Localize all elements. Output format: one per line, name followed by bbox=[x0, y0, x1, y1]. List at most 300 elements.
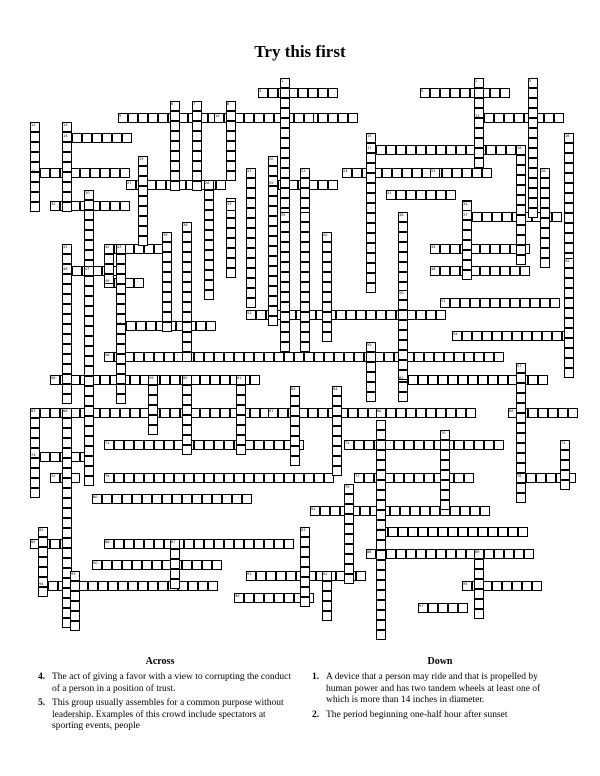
grid-cell[interactable] bbox=[246, 278, 256, 288]
grid-cell[interactable] bbox=[138, 236, 148, 246]
grid-cell[interactable] bbox=[414, 473, 424, 483]
grid-cell[interactable] bbox=[30, 488, 40, 498]
grid-cell[interactable] bbox=[430, 506, 440, 516]
grid-cell[interactable] bbox=[364, 473, 374, 483]
grid-cell[interactable] bbox=[264, 473, 274, 483]
grid-cell[interactable] bbox=[62, 162, 72, 172]
grid-cell[interactable] bbox=[366, 352, 376, 362]
grid-cell[interactable] bbox=[500, 266, 510, 276]
grid-cell[interactable] bbox=[170, 131, 180, 141]
grid-cell[interactable] bbox=[528, 148, 538, 158]
grid-cell[interactable] bbox=[182, 312, 192, 322]
grid-cell[interactable] bbox=[200, 408, 210, 418]
grid-cell[interactable] bbox=[254, 440, 264, 450]
grid-cell[interactable] bbox=[112, 560, 122, 570]
grid-cell[interactable] bbox=[528, 128, 538, 138]
grid-cell[interactable] bbox=[290, 406, 300, 416]
grid-cell[interactable] bbox=[30, 142, 40, 152]
grid-cell[interactable] bbox=[70, 591, 80, 601]
grid-cell[interactable] bbox=[518, 527, 528, 537]
grid-cell[interactable] bbox=[510, 298, 520, 308]
grid-cell[interactable] bbox=[84, 376, 94, 386]
grid-cell[interactable] bbox=[30, 438, 40, 448]
grid-cell[interactable] bbox=[30, 132, 40, 142]
grid-cell[interactable] bbox=[346, 310, 356, 320]
grid-cell[interactable] bbox=[280, 302, 290, 312]
grid-cell[interactable] bbox=[62, 192, 72, 202]
grid-cell[interactable] bbox=[84, 250, 94, 260]
grid-cell[interactable] bbox=[70, 611, 80, 621]
grid-cell[interactable] bbox=[300, 312, 310, 322]
grid-cell[interactable] bbox=[236, 445, 246, 455]
grid-cell[interactable] bbox=[498, 375, 508, 385]
grid-cell[interactable] bbox=[440, 490, 450, 500]
grid-cell[interactable] bbox=[290, 446, 300, 456]
grid-cell[interactable] bbox=[386, 310, 396, 320]
grid-cell[interactable] bbox=[396, 190, 406, 200]
grid-cell[interactable] bbox=[62, 558, 72, 568]
grid-cell[interactable] bbox=[510, 266, 520, 276]
grid-cell[interactable] bbox=[548, 408, 558, 418]
grid-cell[interactable] bbox=[564, 143, 574, 153]
grid-cell[interactable] bbox=[300, 178, 310, 188]
grid-cell[interactable] bbox=[62, 294, 72, 304]
grid-cell[interactable] bbox=[134, 278, 144, 288]
grid-cell[interactable] bbox=[246, 178, 256, 188]
grid-cell[interactable] bbox=[440, 266, 450, 276]
grid-cell[interactable] bbox=[550, 298, 560, 308]
grid-cell[interactable] bbox=[480, 266, 490, 276]
grid-cell[interactable] bbox=[472, 212, 482, 222]
grid-cell[interactable] bbox=[264, 440, 274, 450]
grid-cell[interactable] bbox=[152, 560, 162, 570]
grid-cell[interactable] bbox=[194, 473, 204, 483]
grid-cell[interactable] bbox=[300, 292, 310, 302]
grid-cell[interactable] bbox=[446, 549, 456, 559]
grid-cell[interactable] bbox=[182, 425, 192, 435]
grid-cell[interactable] bbox=[488, 527, 498, 537]
grid-cell[interactable] bbox=[144, 440, 154, 450]
grid-cell[interactable] bbox=[440, 244, 450, 254]
grid-cell[interactable] bbox=[216, 180, 226, 190]
grid-cell[interactable] bbox=[474, 352, 484, 362]
grid-cell[interactable] bbox=[116, 254, 126, 264]
grid-cell[interactable] bbox=[322, 322, 332, 332]
grid-cell[interactable] bbox=[522, 331, 532, 341]
grid-cell[interactable] bbox=[492, 331, 502, 341]
grid-cell[interactable] bbox=[466, 408, 476, 418]
grid-cell[interactable] bbox=[62, 508, 72, 518]
grid-cell[interactable] bbox=[254, 539, 264, 549]
grid-cell[interactable] bbox=[192, 141, 202, 151]
grid-cell[interactable] bbox=[268, 186, 278, 196]
grid-cell[interactable] bbox=[192, 151, 202, 161]
grid-cell[interactable] bbox=[366, 263, 376, 273]
grid-cell[interactable] bbox=[182, 262, 192, 272]
grid-cell[interactable] bbox=[280, 198, 290, 208]
grid-cell[interactable] bbox=[110, 168, 120, 178]
grid-cell[interactable] bbox=[138, 216, 148, 226]
grid-cell[interactable] bbox=[274, 593, 284, 603]
grid-cell[interactable] bbox=[170, 579, 180, 589]
grid-cell[interactable] bbox=[62, 324, 72, 334]
grid-cell[interactable] bbox=[398, 392, 408, 402]
grid-cell[interactable] bbox=[386, 145, 396, 155]
grid-cell[interactable] bbox=[116, 294, 126, 304]
grid-cell[interactable] bbox=[330, 506, 340, 516]
grid-cell[interactable] bbox=[62, 428, 72, 438]
grid-cell[interactable] bbox=[224, 473, 234, 483]
grid-cell[interactable] bbox=[154, 440, 164, 450]
grid-cell[interactable] bbox=[564, 183, 574, 193]
grid-cell[interactable] bbox=[516, 463, 526, 473]
grid-cell[interactable] bbox=[468, 375, 478, 385]
grid-cell[interactable] bbox=[484, 440, 494, 450]
grid-cell[interactable] bbox=[116, 274, 126, 284]
grid-cell[interactable] bbox=[116, 334, 126, 344]
grid-cell[interactable] bbox=[148, 405, 158, 415]
grid-cell[interactable] bbox=[268, 306, 278, 316]
grid-cell[interactable] bbox=[162, 252, 172, 262]
grid-cell[interactable] bbox=[564, 358, 574, 368]
grid-cell[interactable] bbox=[332, 456, 342, 466]
grid-cell[interactable] bbox=[62, 284, 72, 294]
grid-cell[interactable] bbox=[90, 168, 100, 178]
grid-cell[interactable] bbox=[268, 226, 278, 236]
grid-cell[interactable] bbox=[438, 375, 448, 385]
grid-cell[interactable] bbox=[280, 188, 290, 198]
grid-cell[interactable] bbox=[62, 418, 72, 428]
grid-cell[interactable] bbox=[100, 168, 110, 178]
grid-cell[interactable] bbox=[300, 537, 310, 547]
grid-cell[interactable] bbox=[552, 331, 562, 341]
grid-cell[interactable] bbox=[564, 203, 574, 213]
grid-cell[interactable] bbox=[328, 113, 338, 123]
grid-cell[interactable] bbox=[116, 344, 126, 354]
grid-cell[interactable] bbox=[560, 470, 570, 480]
grid-cell[interactable] bbox=[438, 527, 448, 537]
grid-cell[interactable] bbox=[170, 141, 180, 151]
grid-cell[interactable] bbox=[198, 581, 208, 591]
grid-cell[interactable] bbox=[226, 228, 236, 238]
grid-cell[interactable] bbox=[322, 262, 332, 272]
grid-cell[interactable] bbox=[334, 352, 344, 362]
grid-cell[interactable] bbox=[120, 168, 130, 178]
grid-cell[interactable] bbox=[120, 201, 130, 211]
grid-cell[interactable] bbox=[528, 208, 538, 218]
grid-cell[interactable] bbox=[376, 510, 386, 520]
grid-cell[interactable] bbox=[462, 220, 472, 230]
grid-cell[interactable] bbox=[280, 148, 290, 158]
grid-cell[interactable] bbox=[204, 200, 214, 210]
grid-cell[interactable] bbox=[114, 539, 124, 549]
grid-cell[interactable] bbox=[108, 581, 118, 591]
grid-cell[interactable] bbox=[366, 233, 376, 243]
grid-cell[interactable] bbox=[494, 549, 504, 559]
grid-cell[interactable] bbox=[490, 244, 500, 254]
grid-cell[interactable] bbox=[462, 270, 472, 280]
grid-cell[interactable] bbox=[102, 494, 112, 504]
grid-cell[interactable] bbox=[182, 560, 192, 570]
grid-cell[interactable] bbox=[62, 538, 72, 548]
grid-cell[interactable] bbox=[564, 233, 574, 243]
grid-cell[interactable] bbox=[164, 440, 174, 450]
grid-cell[interactable] bbox=[214, 539, 224, 549]
grid-cell[interactable] bbox=[128, 581, 138, 591]
grid-cell[interactable] bbox=[264, 539, 274, 549]
grid-cell[interactable] bbox=[460, 298, 470, 308]
grid-cell[interactable] bbox=[204, 473, 214, 483]
grid-cell[interactable] bbox=[500, 298, 510, 308]
grid-cell[interactable] bbox=[170, 121, 180, 131]
grid-cell[interactable] bbox=[30, 478, 40, 488]
grid-cell[interactable] bbox=[212, 560, 222, 570]
grid-cell[interactable] bbox=[194, 539, 204, 549]
grid-cell[interactable] bbox=[84, 396, 94, 406]
grid-cell[interactable] bbox=[182, 322, 192, 332]
grid-cell[interactable] bbox=[478, 527, 488, 537]
grid-cell[interactable] bbox=[300, 282, 310, 292]
grid-cell[interactable] bbox=[132, 494, 142, 504]
grid-cell[interactable] bbox=[366, 283, 376, 293]
grid-cell[interactable] bbox=[396, 549, 406, 559]
grid-cell[interactable] bbox=[246, 268, 256, 278]
grid-cell[interactable] bbox=[102, 560, 112, 570]
grid-cell[interactable] bbox=[398, 232, 408, 242]
grid-cell[interactable] bbox=[398, 272, 408, 282]
grid-cell[interactable] bbox=[30, 458, 40, 468]
grid-cell[interactable] bbox=[462, 230, 472, 240]
grid-cell[interactable] bbox=[462, 250, 472, 260]
grid-cell[interactable] bbox=[406, 549, 416, 559]
grid-cell[interactable] bbox=[290, 416, 300, 426]
grid-cell[interactable] bbox=[366, 203, 376, 213]
grid-cell[interactable] bbox=[138, 206, 148, 216]
grid-cell[interactable] bbox=[144, 473, 154, 483]
grid-cell[interactable] bbox=[182, 272, 192, 282]
grid-cell[interactable] bbox=[558, 408, 568, 418]
grid-cell[interactable] bbox=[136, 321, 146, 331]
grid-cell[interactable] bbox=[512, 581, 522, 591]
grid-cell[interactable] bbox=[490, 266, 500, 276]
grid-cell[interactable] bbox=[506, 145, 516, 155]
grid-cell[interactable] bbox=[536, 473, 546, 483]
grid-cell[interactable] bbox=[48, 581, 58, 591]
grid-cell[interactable] bbox=[528, 168, 538, 178]
grid-cell[interactable] bbox=[172, 494, 182, 504]
grid-cell[interactable] bbox=[232, 494, 242, 504]
grid-cell[interactable] bbox=[40, 452, 50, 462]
grid-cell[interactable] bbox=[436, 190, 446, 200]
grid-cell[interactable] bbox=[474, 158, 484, 168]
grid-cell[interactable] bbox=[70, 581, 80, 591]
grid-cell[interactable] bbox=[456, 408, 466, 418]
grid-cell[interactable] bbox=[30, 172, 40, 182]
grid-cell[interactable] bbox=[204, 250, 214, 260]
grid-cell[interactable] bbox=[446, 145, 456, 155]
grid-cell[interactable] bbox=[424, 440, 434, 450]
grid-cell[interactable] bbox=[440, 500, 450, 510]
grid-cell[interactable] bbox=[204, 352, 214, 362]
grid-cell[interactable] bbox=[490, 298, 500, 308]
grid-cell[interactable] bbox=[62, 488, 72, 498]
grid-cell[interactable] bbox=[474, 98, 484, 108]
grid-cell[interactable] bbox=[366, 223, 376, 233]
grid-cell[interactable] bbox=[376, 620, 386, 630]
grid-cell[interactable] bbox=[300, 322, 310, 332]
grid-cell[interactable] bbox=[124, 539, 134, 549]
grid-cell[interactable] bbox=[62, 202, 72, 212]
grid-cell[interactable] bbox=[344, 524, 354, 534]
grid-cell[interactable] bbox=[220, 408, 230, 418]
grid-cell[interactable] bbox=[162, 302, 172, 312]
grid-cell[interactable] bbox=[226, 131, 236, 141]
grid-cell[interactable] bbox=[528, 108, 538, 118]
grid-cell[interactable] bbox=[246, 258, 256, 268]
grid-cell[interactable] bbox=[84, 476, 94, 486]
grid-cell[interactable] bbox=[268, 196, 278, 206]
grid-cell[interactable] bbox=[100, 375, 110, 385]
grid-cell[interactable] bbox=[118, 581, 128, 591]
grid-cell[interactable] bbox=[304, 473, 314, 483]
grid-cell[interactable] bbox=[542, 331, 552, 341]
grid-cell[interactable] bbox=[152, 494, 162, 504]
grid-cell[interactable] bbox=[164, 473, 174, 483]
grid-cell[interactable] bbox=[434, 352, 444, 362]
grid-cell[interactable] bbox=[290, 396, 300, 406]
grid-cell[interactable] bbox=[50, 452, 60, 462]
grid-cell[interactable] bbox=[158, 113, 168, 123]
grid-cell[interactable] bbox=[182, 415, 192, 425]
grid-cell[interactable] bbox=[38, 537, 48, 547]
grid-cell[interactable] bbox=[304, 113, 314, 123]
grid-cell[interactable] bbox=[112, 133, 122, 143]
grid-cell[interactable] bbox=[194, 440, 204, 450]
grid-cell[interactable] bbox=[414, 352, 424, 362]
grid-cell[interactable] bbox=[454, 473, 464, 483]
grid-cell[interactable] bbox=[204, 440, 214, 450]
grid-cell[interactable] bbox=[398, 242, 408, 252]
grid-cell[interactable] bbox=[322, 282, 332, 292]
grid-cell[interactable] bbox=[62, 182, 72, 192]
grid-cell[interactable] bbox=[268, 166, 278, 176]
grid-cell[interactable] bbox=[162, 312, 172, 322]
grid-cell[interactable] bbox=[170, 408, 180, 418]
grid-cell[interactable] bbox=[426, 145, 436, 155]
grid-cell[interactable] bbox=[182, 242, 192, 252]
grid-cell[interactable] bbox=[192, 560, 202, 570]
grid-cell[interactable] bbox=[512, 331, 522, 341]
grid-cell[interactable] bbox=[500, 244, 510, 254]
grid-cell[interactable] bbox=[460, 88, 470, 98]
grid-cell[interactable] bbox=[318, 180, 328, 190]
grid-cell[interactable] bbox=[414, 440, 424, 450]
grid-cell[interactable] bbox=[62, 314, 72, 324]
grid-cell[interactable] bbox=[344, 504, 354, 514]
grid-cell[interactable] bbox=[502, 212, 512, 222]
grid-cell[interactable] bbox=[540, 178, 550, 188]
grid-cell[interactable] bbox=[450, 506, 460, 516]
grid-cell[interactable] bbox=[436, 408, 446, 418]
grid-cell[interactable] bbox=[62, 172, 72, 182]
grid-cell[interactable] bbox=[38, 557, 48, 567]
grid-cell[interactable] bbox=[246, 218, 256, 228]
grid-cell[interactable] bbox=[256, 571, 266, 581]
grid-cell[interactable] bbox=[396, 408, 406, 418]
grid-cell[interactable] bbox=[376, 470, 386, 480]
grid-cell[interactable] bbox=[540, 238, 550, 248]
grid-cell[interactable] bbox=[192, 111, 202, 121]
grid-cell[interactable] bbox=[82, 133, 92, 143]
grid-cell[interactable] bbox=[436, 310, 446, 320]
grid-cell[interactable] bbox=[446, 190, 456, 200]
grid-cell[interactable] bbox=[98, 581, 108, 591]
grid-cell[interactable] bbox=[532, 331, 542, 341]
grid-cell[interactable] bbox=[274, 440, 284, 450]
grid-cell[interactable] bbox=[170, 569, 180, 579]
grid-cell[interactable] bbox=[100, 408, 110, 418]
grid-cell[interactable] bbox=[84, 306, 94, 316]
grid-cell[interactable] bbox=[564, 163, 574, 173]
grid-cell[interactable] bbox=[376, 480, 386, 490]
grid-cell[interactable] bbox=[322, 292, 332, 302]
grid-cell[interactable] bbox=[124, 440, 134, 450]
grid-cell[interactable] bbox=[84, 356, 94, 366]
grid-cell[interactable] bbox=[62, 374, 72, 384]
grid-cell[interactable] bbox=[202, 560, 212, 570]
grid-cell[interactable] bbox=[386, 549, 396, 559]
grid-cell[interactable] bbox=[62, 274, 72, 284]
grid-cell[interactable] bbox=[416, 549, 426, 559]
grid-cell[interactable] bbox=[360, 506, 370, 516]
grid-cell[interactable] bbox=[344, 352, 354, 362]
grid-cell[interactable] bbox=[268, 216, 278, 226]
grid-cell[interactable] bbox=[398, 252, 408, 262]
grid-cell[interactable] bbox=[268, 286, 278, 296]
grid-cell[interactable] bbox=[540, 208, 550, 218]
grid-cell[interactable] bbox=[376, 570, 386, 580]
grid-cell[interactable] bbox=[84, 406, 94, 416]
grid-cell[interactable] bbox=[192, 171, 202, 181]
grid-cell[interactable] bbox=[30, 202, 40, 212]
grid-cell[interactable] bbox=[204, 290, 214, 300]
grid-cell[interactable] bbox=[482, 331, 492, 341]
grid-cell[interactable] bbox=[516, 493, 526, 503]
grid-cell[interactable] bbox=[366, 173, 376, 183]
grid-cell[interactable] bbox=[110, 408, 120, 418]
grid-cell[interactable] bbox=[226, 151, 236, 161]
grid-cell[interactable] bbox=[154, 473, 164, 483]
grid-cell[interactable] bbox=[322, 242, 332, 252]
grid-cell[interactable] bbox=[416, 408, 426, 418]
grid-cell[interactable] bbox=[460, 506, 470, 516]
grid-cell[interactable] bbox=[156, 180, 166, 190]
grid-cell[interactable] bbox=[38, 547, 48, 557]
grid-cell[interactable] bbox=[116, 374, 126, 384]
grid-cell[interactable] bbox=[184, 539, 194, 549]
grid-cell[interactable] bbox=[344, 544, 354, 554]
grid-cell[interactable] bbox=[502, 331, 512, 341]
grid-cell[interactable] bbox=[514, 549, 524, 559]
grid-cell[interactable] bbox=[246, 288, 256, 298]
grid-cell[interactable] bbox=[456, 549, 466, 559]
grid-cell[interactable] bbox=[564, 153, 574, 163]
grid-cell[interactable] bbox=[182, 385, 192, 395]
grid-cell[interactable] bbox=[398, 310, 408, 320]
grid-cell[interactable] bbox=[62, 458, 72, 468]
grid-cell[interactable] bbox=[280, 118, 290, 128]
grid-cell[interactable] bbox=[428, 375, 438, 385]
